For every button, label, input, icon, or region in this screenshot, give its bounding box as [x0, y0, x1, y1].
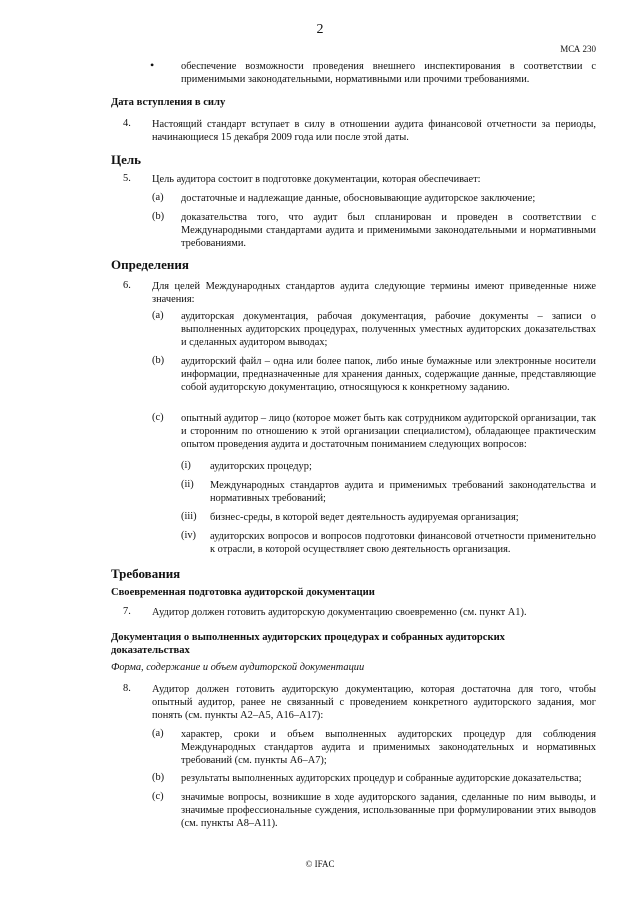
- heading-documentation-procedures: Документация о выполненных аудиторских процедурах и собранных аудиторских доказательствах: [111, 632, 505, 656]
- def-item-a-label: (a): [152, 310, 164, 321]
- para-4-text: Настоящий стандарт вступает в силу в отношении аудита финансовой отчетности за периоды, начинающиеся 15 декабря 2009 года или после этой даты.: [152, 119, 596, 143]
- para-8-text: Аудитор должен готовить аудиторскую документацию, которая достаточна для того, чтобы опытный аудитор, ранее не связанный с проведением конкретного аудиторского задания, мог понять (см. пункты А2–А5, А16–А17):: [152, 684, 596, 721]
- page-number: 2: [316, 22, 324, 37]
- def-item-c-text: опытный аудитор – лицо (которое может быть как сотрудником аудиторской организации, так и сторонним по отношению к этой организации специалистом), обладающее практическим опытом проведения аудита и достаточным пониманием следующих вопросов:: [181, 413, 596, 450]
- def-subitem-iv-label: (iv): [181, 530, 197, 541]
- def-subitem-i-text: аудиторских процедур;: [210, 461, 312, 472]
- req-item-a-label: (a): [152, 728, 164, 739]
- obj-item-a-text: достаточные и надлежащие данные, обосновывающие аудиторское заключение;: [181, 193, 536, 204]
- heading-definitions: Определения: [111, 257, 189, 272]
- req-item-a-text: характер, сроки и объем выполненных аудиторских процедур для соблюдения Международных стандартов аудита и применимых законодательных и нормативных требований (см. пункты А6–А7);: [181, 729, 596, 766]
- req-item-c-text: значимые вопросы, возникшие в ходе аудиторского задания, сделанные по ним выводы, и значимые профессиональные суждения, использованные при формулировании этих выводов (см. пункты А8–А11).: [181, 792, 596, 829]
- heading-objective: Цель: [111, 152, 142, 167]
- def-subitem-iii-text: бизнес-среды, в которой ведет деятельность аудируемая организация;: [210, 512, 519, 523]
- para-4-number: 4.: [123, 118, 131, 129]
- def-subitem-i-label: (i): [181, 460, 191, 471]
- heading-timely-preparation: Своевременная подготовка аудиторской документации: [111, 587, 375, 598]
- def-item-c-label: (c): [152, 412, 164, 423]
- para-6-text: Для целей Международных стандартов аудита следующие термины имеют приведенные ниже значения:: [152, 281, 596, 305]
- def-subitem-ii-label: (ii): [181, 479, 194, 490]
- def-subitem-ii-text: Международных стандартов аудита и применимых требований законодательства и нормативных требований;: [210, 480, 596, 504]
- req-item-b-text: результаты выполненных аудиторских процедур и собранные аудиторские доказательства;: [181, 773, 582, 784]
- standard-code: МСА 230: [560, 44, 596, 54]
- para-7-number: 7.: [123, 606, 131, 617]
- heading-requirements: Требования: [111, 566, 181, 581]
- para-6-number: 6.: [123, 280, 131, 291]
- obj-item-b-text: доказательства того, что аудит был спланирован и проведен в соответствии с Международными стандартами аудита и применимыми законодательными и нормативными требованиями.: [181, 212, 596, 249]
- para-5-number: 5.: [123, 173, 131, 184]
- req-item-b-label: (b): [152, 772, 165, 783]
- obj-item-a-label: (a): [152, 192, 164, 203]
- subheading-form-content: Форма, содержание и объем аудиторской документации: [111, 662, 365, 673]
- bullet-dot: •: [150, 58, 155, 72]
- def-item-b-label: (b): [152, 355, 165, 366]
- def-subitem-iii-label: (iii): [181, 511, 197, 522]
- obj-item-b-label: (b): [152, 211, 165, 222]
- intro-bullet-text: обеспечение возможности проведения внешнего инспектирования в соответствии с применимыми законодательными, нормативными или прочими требованиями.: [181, 61, 596, 85]
- para-7-text: Аудитор должен готовить аудиторскую документацию своевременно (см. пункт А1).: [152, 607, 527, 618]
- def-item-a-text: аудиторская документация, рабочая документация, рабочие документы – записи о выполненных аудиторских процедурах, полученных уместных аудиторских доказательствах и сделанных аудитором выводах;: [181, 311, 596, 348]
- def-subitem-iv-text: аудиторских вопросов и вопросов подготовки финансовой отчетности применительно к отрасли, в которой осуществляет свою деятельность организация.: [210, 531, 596, 555]
- def-item-b-text: аудиторский файл – одна или более папок, либо иные бумажные или электронные носители информации, предназначенные для хранения данных, содержащие данные, представляющие собой аудиторскую документацию, относящуюся к конкретному заданию.: [181, 356, 596, 393]
- heading-effective-date: Дата вступления в силу: [111, 97, 226, 108]
- para-5-text: Цель аудитора состоит в подготовке документации, которая обеспечивает:: [152, 174, 481, 185]
- req-item-c-label: (c): [152, 791, 164, 802]
- footer-copyright: © IFAC: [305, 859, 335, 869]
- para-8-number: 8.: [123, 683, 131, 694]
